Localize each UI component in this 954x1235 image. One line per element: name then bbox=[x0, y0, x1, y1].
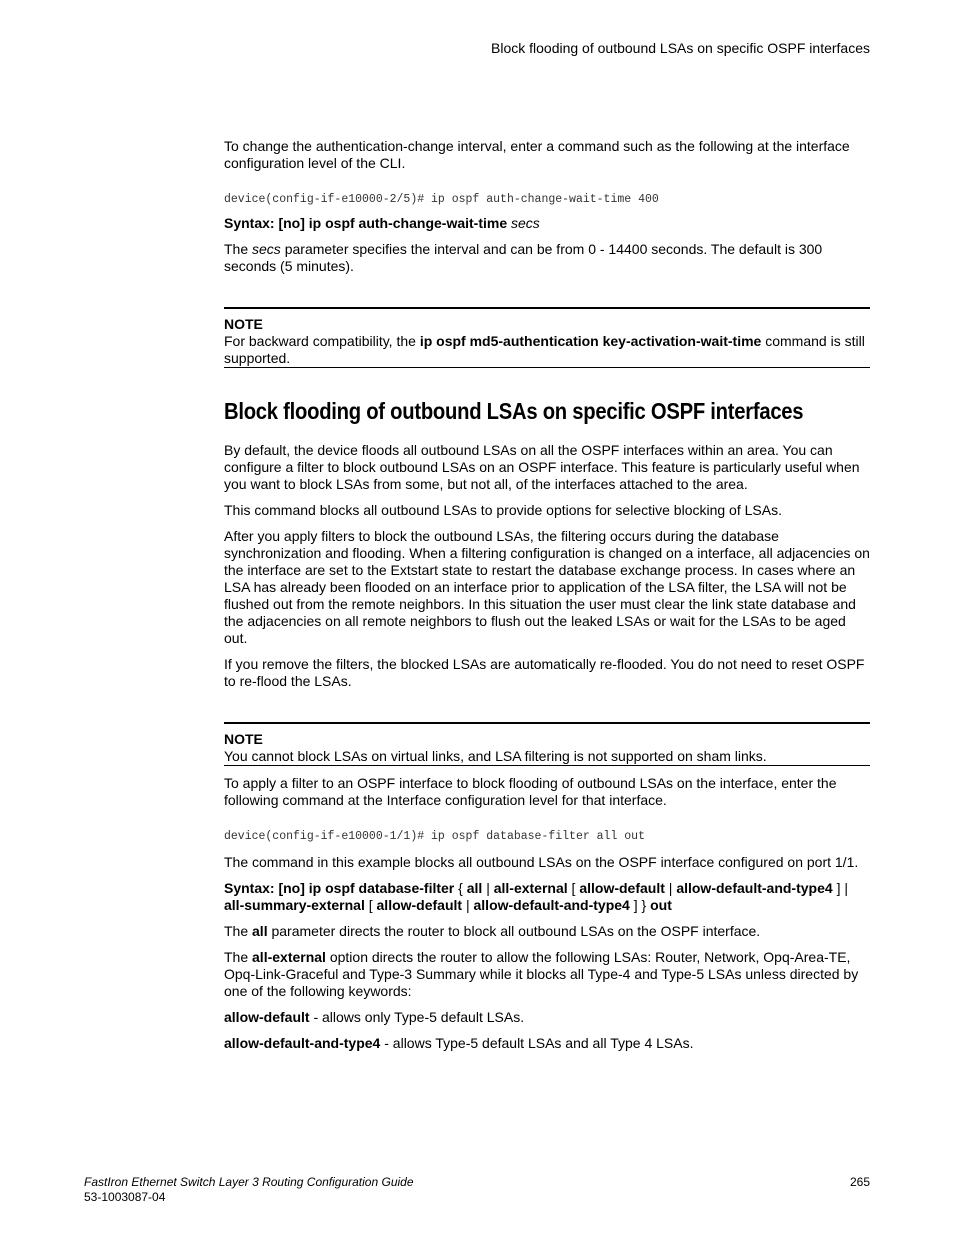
footer-document-number: 53-1003087-04 bbox=[84, 1190, 166, 1204]
code-example-auth-change: device(config-if-e10000-2/5)# ip ospf auth-change-wait-time 400 bbox=[224, 193, 659, 206]
example-description: The command in this example blocks all outbound LSAs on the OSPF interface configured on port 1/1. bbox=[224, 854, 859, 870]
section-paragraph-2: This command blocks all outbound LSAs to provide options for selective blocking of LSAs. bbox=[224, 502, 782, 518]
all-external-description: The all-external option directs the router to allow the following LSAs: Router, Network, Opq-Area-TE, Opq-Link-Graceful and Type-3 Summary while it blocks all Type-4 and Type-5 LSAs unless directed by one of the following keywords: bbox=[224, 949, 859, 999]
intro-paragraph: To change the authentication-change interval, enter a command such as the following at the interface configuration level of the CLI. bbox=[224, 138, 850, 171]
syntax-database-filter: Syntax: [no] ip ospf database-filter { all | all-external [ allow-default | allow-default-and-type4 ] | all-summary-external [ allow-default | allow-default-and-type4 ] } out bbox=[224, 880, 848, 913]
note-text: For backward compatibility, the ip ospf md5-authentication key-activation-wait-time command is still supported. bbox=[224, 333, 865, 366]
section-paragraph-4: If you remove the filters, the blocked LSAs are automatically re-flooded. You do not need to reset OSPF to re-flood the LSAs. bbox=[224, 656, 865, 689]
apply-filter-paragraph: To apply a filter to an OSPF interface to block flooding of outbound LSAs on the interface, enter the following command at the Interface configuration level for that interface. bbox=[224, 775, 837, 808]
note-box-compatibility bbox=[224, 307, 870, 368]
page-body bbox=[224, 138, 870, 1052]
page-footer bbox=[84, 1175, 870, 1205]
code-example-database-filter: device(config-if-e10000-1/1)# ip ospf database-filter all out bbox=[224, 830, 645, 843]
syntax-parameter: secs bbox=[511, 215, 540, 231]
running-header: Block flooding of outbound LSAs on specific OSPF interfaces bbox=[491, 40, 870, 56]
allow-default-and-type4-description: allow-default-and-type4 - allows Type-5 default LSAs and all Type 4 LSAs. bbox=[224, 1035, 694, 1051]
footer-page-number: 265 bbox=[849, 1175, 870, 1189]
footer-guide-title: FastIron Ethernet Switch Layer 3 Routing Configuration Guide bbox=[84, 1175, 414, 1189]
section-heading: Block flooding of outbound LSAs on specific OSPF interfaces bbox=[224, 398, 804, 424]
syntax-auth-change bbox=[224, 215, 870, 232]
all-parameter-description: The all parameter directs the router to block all outbound LSAs on the OSPF interface. bbox=[224, 923, 761, 939]
note-text: You cannot block LSAs on virtual links, and LSA filtering is not supported on sham links. bbox=[224, 748, 767, 764]
allow-default-description: allow-default - allows only Type-5 default LSAs. bbox=[224, 1009, 525, 1025]
note-label: NOTE bbox=[224, 731, 263, 747]
note-box-virtual-links bbox=[224, 722, 870, 766]
syntax-command: Syntax: [no] ip ospf auth-change-wait-time bbox=[224, 215, 508, 231]
section-paragraph-3: After you apply filters to block the outbound LSAs, the filtering occurs during the database synchronization and flooding. When a filtering configuration is changed on a interface, all adjacencies on the interface are set to the Extstart state to restart the database exchange process. In cases where an LSA has already been flooded on an interface prior to application of the LSA filter, the LSA will not be flushed out from the remote neighbors. In this situation the user must clear the link state database and the adjacencies on all remote neighbors to flush out the leaked LSAs or wait for the LSAs to be aged out. bbox=[224, 528, 870, 646]
secs-description: The secs parameter specifies the interval and can be from 0 - 14400 seconds. The default is 300 seconds (5 minutes). bbox=[224, 241, 823, 274]
note-label: NOTE bbox=[224, 316, 263, 332]
section-paragraph-1: By default, the device floods all outbound LSAs on all the OSPF interfaces within an area. You can configure a filter to block outbound LSAs on an OSPF interface. This feature is particularly useful when you want to block LSAs from some, but not all, of the interfaces attached to the area. bbox=[224, 442, 860, 492]
